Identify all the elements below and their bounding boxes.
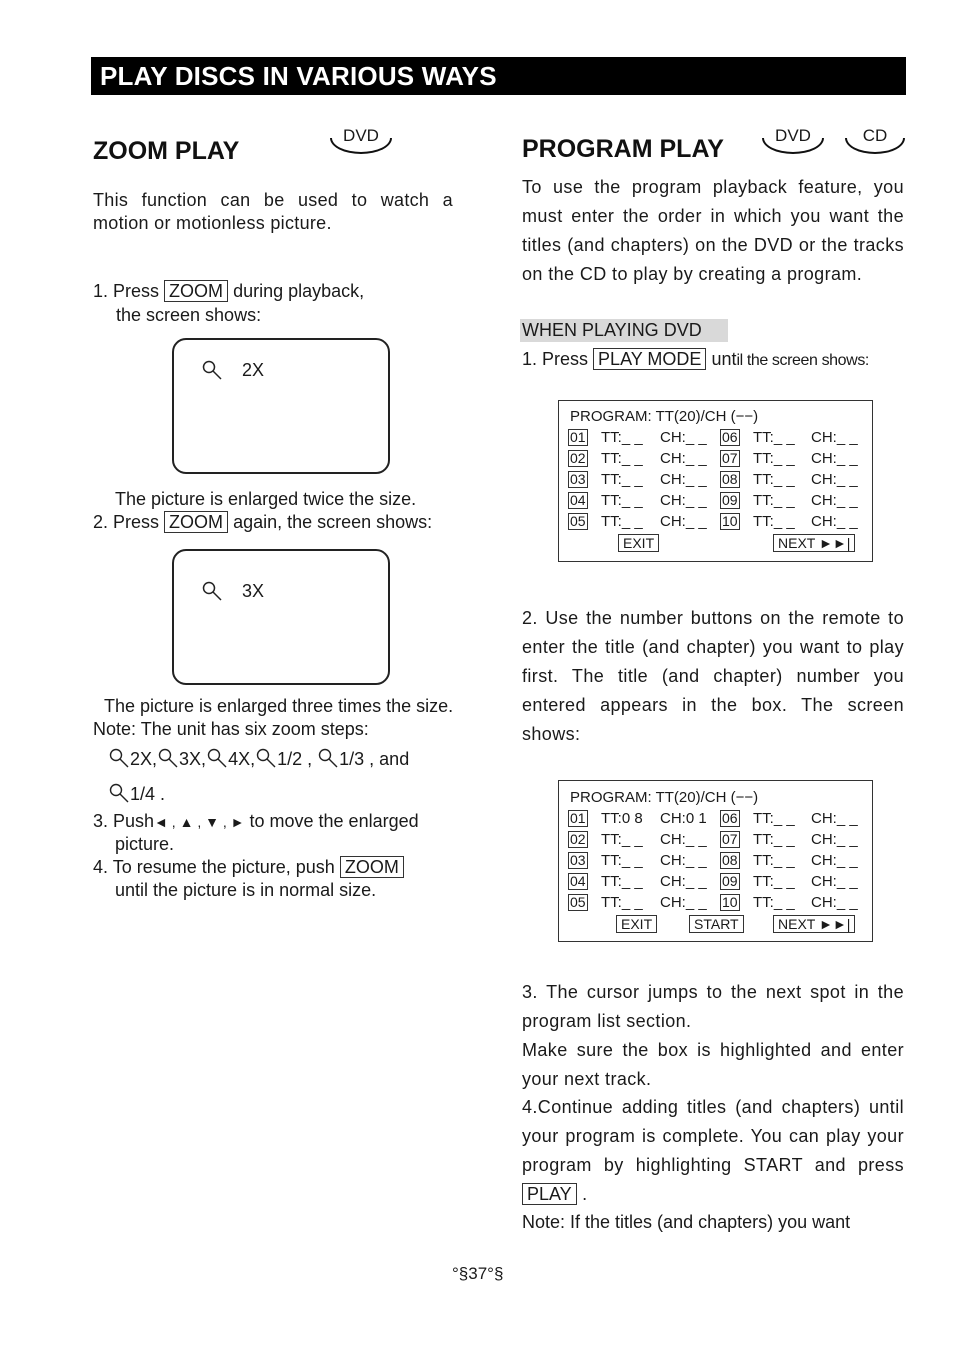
title-slot: TT:_ _ (753, 513, 795, 530)
program-slot-number[interactable]: 10 (722, 894, 738, 910)
title-slot: TT:_ _ (753, 873, 795, 890)
title-slot: TT:_ _ (753, 471, 795, 488)
page-number: °§37°§ (452, 1264, 504, 1283)
dvd-badge: DVD (762, 128, 824, 154)
section-header-bar (91, 57, 906, 95)
program-slot-number[interactable]: 06 (722, 810, 738, 826)
title-slot: TT:_ _ (601, 450, 643, 467)
title-slot: TT:_ _ (601, 492, 643, 509)
program-slot-number[interactable]: 02 (570, 831, 586, 847)
chapter-slot: CH:0 1 (660, 810, 707, 827)
zoom-key-label: ZOOM (340, 856, 404, 878)
zoom-level-value: 2X (242, 360, 265, 380)
program-slot-number[interactable]: 01 (570, 810, 586, 826)
start-button[interactable]: START (689, 915, 744, 933)
program-slot-number[interactable]: 08 (722, 852, 738, 868)
magnifier-icon (206, 747, 228, 769)
chapter-slot: CH:_ _ (660, 894, 707, 911)
program-step3b: Make sure the box is highlighted and enter your next track. (522, 1040, 904, 1089)
chapter-slot: CH:_ _ (811, 852, 858, 869)
title-slot: TT:_ _ (601, 513, 643, 530)
zoom-step2: 2. Press ZOOM again, the screen shows: (93, 512, 433, 532)
chapter-slot: CH:_ _ (660, 429, 707, 446)
zoom-step4: 4. To resume the picture, push ZOOM (93, 856, 404, 879)
program-screen-1 (558, 400, 873, 562)
chapter-slot: CH:_ _ (811, 492, 858, 509)
program-row (559, 492, 872, 513)
chapter-slot: CH:_ _ (811, 810, 858, 827)
program-slot-number[interactable]: 06 (722, 429, 738, 445)
next-button[interactable]: NEXT ►►| (773, 915, 855, 933)
zoom-level-value: 3X (242, 581, 265, 601)
title-slot: TT:_ _ (753, 852, 795, 869)
program-row (559, 852, 872, 873)
play-key-label: PLAY (522, 1183, 577, 1205)
exit-button[interactable]: EXIT (616, 915, 657, 933)
zoom-screen-2x (172, 338, 390, 474)
program-step1: 1. Press PLAY MODE until the screen shows: (522, 349, 869, 369)
exit-button[interactable]: EXIT (618, 534, 659, 552)
chapter-slot: CH:_ _ (660, 450, 707, 467)
zoom-steps-line1: 2X, 3X, 4X, 1/2 , 1/3 , and (108, 747, 409, 771)
program-slot-number[interactable]: 08 (722, 471, 738, 487)
title-slot: TT:_ _ (601, 852, 643, 869)
chapter-slot: CH:_ _ (811, 873, 858, 890)
chapter-slot: CH:_ _ (660, 831, 707, 848)
when-playing-dvd-label: WHEN PLAYING DVD (520, 319, 728, 342)
zoom-steps-line2: 1/4 . (108, 782, 165, 806)
magnifier-icon (108, 747, 130, 769)
title-slot: TT:_ _ (753, 492, 795, 509)
zoom-note: Note: The unit has six zoom steps: (93, 719, 369, 739)
program-screen-header: PROGRAM: TT(20)/CH (−−) (570, 789, 759, 806)
magnifier-icon (317, 747, 339, 769)
play-mode-key-label: PLAY MODE (593, 348, 706, 370)
program-row (559, 450, 872, 471)
program-row (559, 831, 872, 852)
program-slot-number[interactable]: 07 (722, 831, 738, 847)
chapter-slot: CH:_ _ (660, 873, 707, 890)
program-row (559, 513, 872, 534)
program-slot-number[interactable]: 09 (722, 873, 738, 889)
title-slot: TT:_ _ (601, 894, 643, 911)
program-step3a: 3. The cursor jumps to the next spot in the program list section. (522, 982, 904, 1031)
title-slot: TT:_ _ (753, 450, 795, 467)
chapter-slot: CH:_ _ (660, 852, 707, 869)
chapter-slot: CH:_ _ (811, 894, 858, 911)
magnifier-icon (108, 782, 130, 804)
zoom-after1: The picture is enlarged twice the size. (115, 489, 417, 509)
program-row (559, 471, 872, 492)
title-slot: TT:_ _ (601, 429, 643, 446)
program-screen-header: PROGRAM: TT(20)/CH (−−) (570, 408, 759, 425)
program-slot-number[interactable]: 07 (722, 450, 738, 466)
program-slot-number[interactable]: 01 (570, 429, 586, 445)
program-row (559, 873, 872, 894)
title-slot: TT:_ _ (753, 831, 795, 848)
arrow-keys-icons: ◄ , ▲ , ▼ , ► (154, 814, 245, 830)
zoom-after2: The picture is enlarged three times the size. (104, 696, 454, 716)
program-step4: 4.Continue adding titles (and chapters) until your program is complete. You can play your program by highlighting START and press PLAY . (522, 1097, 904, 1204)
program-screen-2 (558, 780, 873, 942)
zoom-step3: 3. Push◄ , ▲ , ▼ , ► to move the enlarged (93, 811, 419, 831)
program-slot-number[interactable]: 05 (570, 894, 586, 910)
zoom-screen-3x (172, 549, 390, 685)
program-row (559, 810, 872, 831)
title-slot: TT:_ _ (753, 429, 795, 446)
zoom-play-title: ZOOM PLAY (93, 137, 240, 165)
chapter-slot: CH:_ _ (811, 429, 858, 446)
cd-badge: CD (845, 128, 905, 154)
title-slot: TT:0 8 (601, 810, 643, 827)
chapter-slot: CH:_ _ (811, 471, 858, 488)
magnifier-icon (201, 359, 223, 381)
title-slot: TT:_ _ (753, 810, 795, 827)
program-slot-number[interactable]: 05 (570, 513, 586, 529)
chapter-slot: CH:_ _ (660, 513, 707, 530)
title-slot: TT:_ _ (601, 471, 643, 488)
zoom-step3-line2: picture. (115, 834, 175, 854)
program-intro: To use the program playback feature, you must enter the order in which you want the titles (and chapters) on the DVD or the tracks on the CD to play by creating a program. (522, 177, 904, 284)
next-button[interactable]: NEXT ►►| (773, 534, 855, 552)
program-slot-number[interactable]: 04 (570, 492, 586, 508)
zoom-step1-line2: the screen shows: (116, 305, 262, 325)
program-slot-number[interactable]: 02 (570, 450, 586, 466)
program-row (559, 894, 872, 915)
program-slot-number[interactable]: 04 (570, 873, 586, 889)
section-header-title: PLAY DISCS IN VARIOUS WAYS (100, 61, 497, 91)
program-slot-number[interactable]: 10 (722, 513, 738, 529)
zoom-step1: 1. Press ZOOM during playback, (93, 281, 365, 301)
title-slot: TT:_ _ (753, 894, 795, 911)
program-step2: 2. Use the number buttons on the remote to enter the title (and chapter) you want to play first. The title (and chapter) number you entered appears in the box. The screen shows: (522, 608, 904, 744)
chapter-slot: CH:_ _ (660, 492, 707, 509)
dvd-badge: DVD (330, 128, 392, 154)
program-slot-number[interactable]: 03 (570, 852, 586, 868)
program-note: Note: If the titles (and chapters) you want (522, 1212, 851, 1232)
program-slot-number[interactable]: 09 (722, 492, 738, 508)
magnifier-icon (201, 580, 223, 602)
program-slot-number[interactable]: 03 (570, 471, 586, 487)
zoom-key-label: ZOOM (164, 280, 228, 302)
chapter-slot: CH:_ _ (660, 471, 707, 488)
magnifier-icon (255, 747, 277, 769)
zoom-intro: This function can be used to watch a motion or motionless picture. (93, 190, 453, 233)
title-slot: TT:_ _ (601, 873, 643, 890)
chapter-slot: CH:_ _ (811, 450, 858, 467)
chapter-slot: CH:_ _ (811, 831, 858, 848)
zoom-step4-line2: until the picture is in normal size. (115, 880, 377, 900)
magnifier-icon (157, 747, 179, 769)
zoom-key-label: ZOOM (164, 511, 228, 533)
title-slot: TT:_ _ (601, 831, 643, 848)
program-row (559, 429, 872, 450)
chapter-slot: CH:_ _ (811, 513, 858, 530)
program-play-title: PROGRAM PLAY (522, 135, 724, 163)
